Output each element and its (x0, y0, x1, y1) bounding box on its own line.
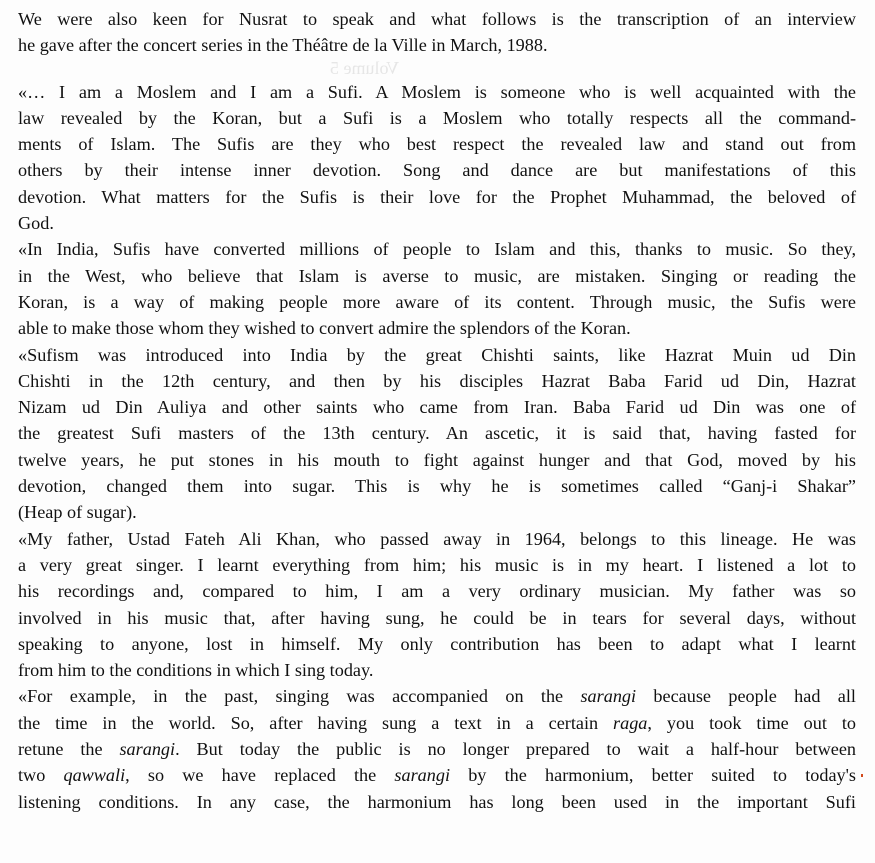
text-run: , so we have replaced the (125, 765, 395, 786)
text-run: , you took time out to (647, 712, 856, 733)
text-run: two (18, 765, 64, 786)
text-run: «For example, in the past, singing was accompanied on the (18, 686, 581, 707)
text-line: a very great singer. I learnt everything from him; his music is in my heart. I listened a lot to (18, 554, 856, 575)
text-line: speaking to anyone, lost in himself. My only contribution has been to adapt what I learnt (18, 633, 856, 654)
intro-paragraph (18, 6, 856, 59)
interview-paragraph-3 (18, 342, 856, 526)
text-line: «My father, Ustad Fateh Ali Khan, who passed away in 1964, belongs to this lineage. He was (18, 528, 856, 549)
interview-paragraph-4 (18, 526, 856, 684)
text-line (18, 762, 856, 788)
text-line (18, 736, 856, 762)
text-line: We were also keen for Nusrat to speak and what follows is the transcription of an interview (18, 9, 856, 29)
bleed-through-heading: Volume 5 (330, 58, 400, 78)
italic-term: sarangi (119, 739, 176, 760)
text-line: ments of Islam. The Sufis are they who best respect the revealed law and stand out from (18, 134, 856, 155)
text-line: he gave after the concert series in the Théâtre de la Ville in March, 1988. (18, 35, 548, 56)
text-line (18, 789, 856, 815)
text-line: «Sufism was introduced into India by the great Chishti saints, like Hazrat Muin ud Din (18, 344, 856, 365)
text-line: in the West, who believe that Islam is averse to music, are mistaken. Singing or reading the (18, 265, 856, 286)
scan-speck (861, 774, 863, 777)
italic-term: raga (613, 712, 648, 733)
interview-paragraph-2 (18, 236, 856, 341)
text-line: Koran, is a way of making people more aware of its content. Through music, the Sufis were (18, 291, 856, 312)
text-line: devotion, changed them into sugar. This is why he is sometimes called “Ganj-i Shakar” (18, 476, 856, 497)
text-line: involved in his music that, after having sung, he could be in tears for several days, without (18, 607, 856, 628)
text-line: devotion. What matters for the Sufis is their love for the Prophet Muhammad, the beloved of (18, 186, 856, 207)
text-run: retune the (18, 739, 120, 760)
italic-term: sarangi (580, 686, 637, 707)
text-run: listening conditions. In any case, the harmonium has long been used in the important Sufi (18, 791, 856, 812)
text-line (18, 710, 856, 736)
interview-paragraph-5 (18, 683, 856, 814)
text-line: twelve years, he put stones in his mouth to fight against hunger and that God, moved by his (18, 449, 856, 470)
text-line: the greatest Sufi masters of the 13th century. An ascetic, it is said that, having fasted for (18, 423, 856, 444)
text-run: the time in the world. So, after having sung a text in a certain (18, 712, 614, 733)
document-body (18, 6, 856, 815)
text-line: law revealed by the Koran, but a Sufi is a Moslem who totally respects all the command- (18, 107, 856, 128)
text-line: God. (18, 213, 54, 234)
text-line: his recordings and, compared to him, I am a very ordinary musician. My father was so (18, 581, 856, 602)
text-line: (Heap of sugar). (18, 502, 137, 523)
text-line: Chishti in the 12th century, and then by his disciples Hazrat Baba Farid ud Din, Hazrat (18, 370, 856, 391)
text-line: «… I am a Moslem and I am a Sufi. A Moslem is someone who is well acquainted with the (18, 81, 856, 102)
text-run: . But today the public is no longer prepared to wait a half-hour between (175, 739, 856, 760)
text-run: by the harmonium, better suited to today's (450, 765, 856, 786)
text-line (18, 683, 856, 709)
interview-paragraph-1 (18, 79, 856, 237)
text-line: from him to the conditions in which I sing today. (18, 660, 374, 681)
text-line: able to make those whom they wished to convert admire the splendors of the Koran. (18, 318, 631, 339)
italic-term: sarangi (394, 765, 451, 786)
text-line: Nizam ud Din Auliya and other saints who came from Iran. Baba Farid ud Din was one of (18, 397, 856, 418)
text-line: «In India, Sufis have converted millions of people to Islam and this, thanks to music. So they, (18, 239, 856, 260)
text-line: others by their intense inner devotion. Song and dance are but manifestations of this (18, 160, 856, 181)
text-run: because people had all (636, 686, 856, 707)
italic-term: qawwali (63, 765, 126, 786)
